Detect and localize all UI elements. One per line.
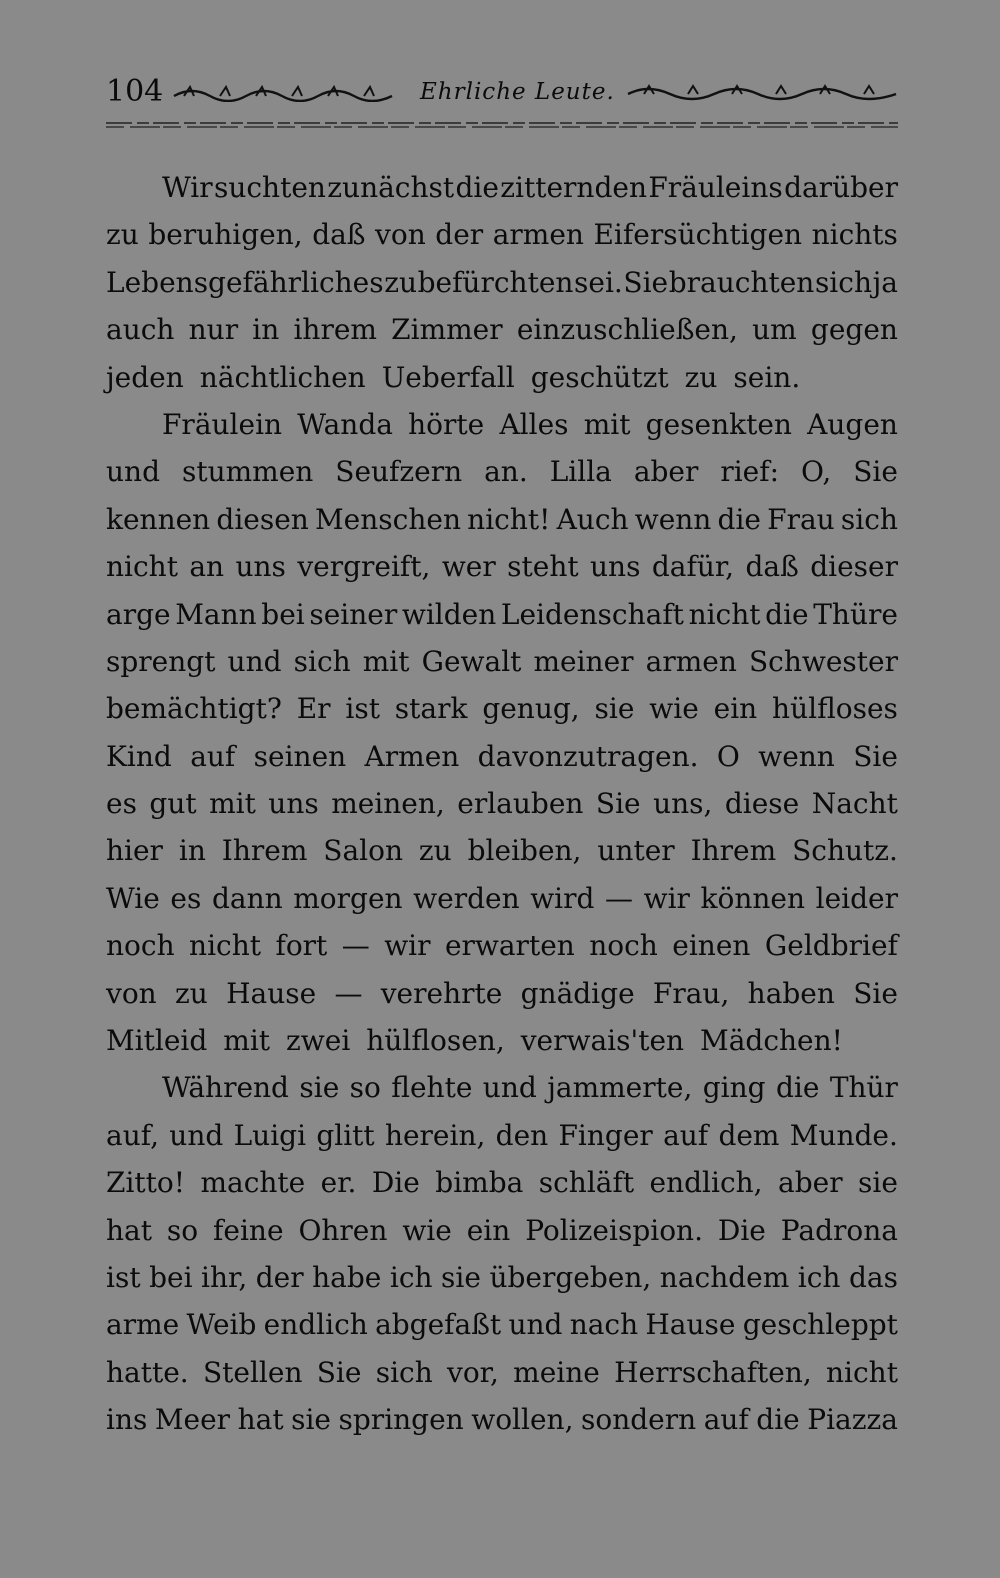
- word: so: [166, 1213, 199, 1247]
- word: Eifersüchtigen: [593, 218, 803, 252]
- word: Hause: [645, 1308, 736, 1342]
- word: bemächtigt?: [106, 692, 282, 726]
- word: Meer: [154, 1403, 231, 1437]
- word: sie: [858, 1166, 898, 1200]
- text-line: [106, 496, 898, 543]
- word: Menschen: [315, 502, 461, 536]
- word: —: [605, 881, 634, 915]
- word: an: [189, 550, 225, 584]
- word: ins: [106, 1403, 148, 1437]
- word: auch: [106, 313, 175, 347]
- word: ihrem: [293, 313, 377, 347]
- word: an.: [484, 455, 528, 489]
- word: nicht: [688, 597, 761, 631]
- word: zu: [684, 360, 718, 394]
- text-line: [106, 827, 898, 874]
- text-line: [106, 211, 898, 258]
- word: dann: [211, 881, 283, 915]
- word: ein: [466, 1213, 511, 1247]
- word: meinen,: [331, 787, 445, 821]
- word: er.: [320, 1166, 357, 1200]
- word: feine: [213, 1213, 284, 1247]
- word: uns: [590, 550, 641, 584]
- word: aber: [633, 455, 699, 489]
- word: zu: [175, 976, 208, 1010]
- word: auf,: [106, 1118, 159, 1152]
- text-line: [106, 1207, 898, 1254]
- word: vergreift,: [297, 550, 431, 584]
- word: uns: [268, 787, 319, 821]
- word: morgen: [293, 881, 403, 915]
- word: sie: [299, 1071, 340, 1105]
- word: hatte.: [106, 1355, 189, 1389]
- word: diesen: [216, 502, 309, 536]
- word: dieser: [810, 550, 898, 584]
- word: aber: [778, 1166, 843, 1200]
- word: haben: [747, 976, 835, 1010]
- word: zu: [418, 834, 452, 868]
- word: Stellen: [202, 1355, 303, 1389]
- text-line: [106, 1396, 898, 1443]
- word: Luigi: [233, 1118, 307, 1152]
- word: Lilla: [549, 455, 612, 489]
- word: sei.: [574, 265, 623, 299]
- word: die: [765, 597, 809, 631]
- word: sie: [441, 1260, 481, 1294]
- word: ist: [106, 1260, 141, 1294]
- word: Piazza: [807, 1403, 898, 1437]
- word: Kind: [106, 739, 172, 773]
- word: uns: [235, 550, 286, 584]
- word: sie: [594, 692, 635, 726]
- word: —: [341, 929, 370, 963]
- word: Schwester: [748, 644, 898, 678]
- word: Sie: [623, 265, 669, 299]
- text-line: [106, 1301, 898, 1348]
- word: die: [775, 1071, 820, 1105]
- word: sondern: [581, 1403, 697, 1437]
- word: zu: [384, 265, 417, 299]
- word: seiner: [309, 597, 398, 631]
- word: Mann: [175, 597, 257, 631]
- word: seinen: [253, 739, 347, 773]
- word: Zimmer: [391, 313, 503, 347]
- text-line: [106, 543, 898, 590]
- text-line: [106, 685, 898, 732]
- word: wollen,: [471, 1403, 574, 1437]
- text-line: [106, 922, 898, 969]
- word: daß: [312, 218, 366, 252]
- word: Armen: [364, 739, 460, 773]
- word: Leidenschaft: [500, 597, 684, 631]
- word: Augen: [807, 407, 898, 441]
- word: wird: [530, 881, 595, 915]
- word: zu: [106, 218, 139, 252]
- word: von: [106, 976, 157, 1010]
- word: Auch: [556, 502, 629, 536]
- word: Nacht: [811, 787, 898, 821]
- text-line: [106, 638, 898, 685]
- word: so: [349, 1071, 381, 1105]
- word: und: [227, 644, 282, 678]
- word: Alles: [499, 407, 569, 441]
- word: schläft: [538, 1166, 635, 1200]
- word: nach: [569, 1308, 639, 1342]
- word: nur: [188, 313, 239, 347]
- text-line: [106, 259, 898, 306]
- word: beruhigen,: [148, 218, 303, 252]
- word: einen: [672, 929, 751, 963]
- word: endlich,: [649, 1166, 763, 1200]
- word: Munde.: [789, 1118, 898, 1152]
- word: uns,: [653, 787, 713, 821]
- word: ich: [797, 1260, 841, 1294]
- word: flehte: [391, 1071, 473, 1105]
- word: daß: [745, 550, 799, 584]
- word: Ihrem: [690, 834, 777, 868]
- word: noch: [106, 929, 175, 963]
- word: wir: [643, 881, 690, 915]
- word: fort: [275, 929, 328, 963]
- word: befürchten: [417, 265, 574, 299]
- word: und: [169, 1118, 224, 1152]
- word: mit: [583, 407, 631, 441]
- word: hier: [106, 834, 163, 868]
- word: ein: [713, 692, 758, 726]
- word: gesenkten: [645, 407, 792, 441]
- word: zunächst: [327, 171, 455, 204]
- word: ja: [872, 265, 898, 299]
- word: nächtlichen: [199, 360, 366, 394]
- word: geschützt: [530, 360, 669, 394]
- word: werden: [413, 881, 520, 915]
- word: wilden: [401, 597, 497, 631]
- right-vine-ornament: [626, 82, 898, 102]
- word: Salon: [323, 834, 404, 868]
- word: nicht: [106, 550, 178, 584]
- word: Hause: [226, 976, 317, 1010]
- word: Polizeispion.: [525, 1213, 703, 1247]
- word: bleiben,: [467, 834, 582, 868]
- word: ist: [345, 692, 380, 726]
- word: steht: [507, 550, 579, 584]
- word: in: [178, 834, 206, 868]
- word: meiner: [533, 644, 634, 678]
- word: kennen: [106, 502, 211, 536]
- word: geschleppt: [742, 1308, 898, 1342]
- word: erlauben: [457, 787, 584, 821]
- word: Fräuleins: [648, 171, 783, 204]
- word: Seufzern: [335, 455, 463, 489]
- word: Herrschaften,: [614, 1355, 812, 1389]
- word: wenn: [634, 502, 712, 536]
- word: Frau,: [652, 976, 730, 1010]
- word: Finger: [558, 1118, 653, 1152]
- word: mit: [362, 644, 410, 678]
- word: Schutz.: [792, 834, 898, 868]
- word: Sie: [853, 739, 898, 773]
- word: genug,: [482, 692, 580, 726]
- word: glitt: [316, 1118, 375, 1152]
- word: Wie: [106, 881, 160, 915]
- word: gnädige: [520, 976, 635, 1010]
- word: arme: [106, 1308, 180, 1342]
- word: bei: [149, 1260, 193, 1294]
- word: Ohren: [298, 1213, 388, 1247]
- word: sie: [291, 1403, 331, 1437]
- word: habe: [312, 1260, 382, 1294]
- word: O: [716, 739, 740, 773]
- word: unter: [597, 834, 675, 868]
- word: nichts: [811, 218, 898, 252]
- word: es: [106, 787, 137, 821]
- word: ging: [702, 1071, 766, 1105]
- word: zitternden: [500, 171, 647, 204]
- text-line: [106, 1349, 898, 1396]
- word: Thür: [829, 1071, 898, 1105]
- word: der: [255, 1260, 304, 1294]
- word: Sie: [853, 976, 898, 1010]
- word: Die: [371, 1166, 420, 1200]
- word: von: [375, 218, 426, 252]
- word: und: [508, 1308, 563, 1342]
- word: bei: [261, 597, 305, 631]
- word: Gewalt: [421, 644, 522, 678]
- word: ihr,: [201, 1260, 248, 1294]
- word: Geldbrief: [764, 929, 898, 963]
- word: können: [700, 881, 806, 915]
- word: Padrona: [780, 1213, 898, 1247]
- text-line: [106, 306, 898, 353]
- word: Fräulein: [162, 407, 283, 441]
- word: gut: [149, 787, 197, 821]
- word: stark: [394, 692, 468, 726]
- word: suchten: [213, 171, 326, 204]
- word: armen: [645, 644, 737, 678]
- word: Sie: [595, 787, 641, 821]
- word: stummen: [181, 455, 314, 489]
- word: und: [482, 1071, 537, 1105]
- body-text: [106, 164, 898, 1444]
- word: —: [334, 976, 363, 1010]
- word: die: [455, 171, 499, 204]
- text-line: [106, 1017, 898, 1064]
- running-title: Ehrliche Leute.: [420, 79, 615, 105]
- word: auf: [663, 1118, 709, 1152]
- word: Wir: [162, 171, 213, 204]
- word: Die: [717, 1213, 766, 1247]
- word: Frau: [767, 502, 835, 536]
- text-line: [106, 1064, 898, 1111]
- word: Zitto!: [106, 1166, 186, 1200]
- text-line: [106, 1112, 898, 1159]
- word: nicht: [825, 1355, 898, 1389]
- word: sich: [814, 265, 872, 299]
- text-line: [106, 875, 898, 922]
- text-line: [106, 970, 898, 1017]
- word: Ueberfall: [381, 360, 515, 394]
- word: übergeben,: [489, 1260, 652, 1294]
- text-line: [106, 733, 898, 780]
- word: vor,: [447, 1355, 499, 1389]
- word: der: [435, 218, 484, 252]
- word: armen: [492, 218, 584, 252]
- word: jammerte,: [547, 1071, 693, 1105]
- word: Mitleid: [106, 1024, 208, 1058]
- word: rief:: [720, 455, 780, 489]
- word: zwei: [286, 1024, 351, 1058]
- word: wie: [402, 1213, 452, 1247]
- word: nachdem: [659, 1260, 790, 1294]
- word: jeden: [106, 360, 184, 394]
- word: brauchten: [668, 265, 815, 299]
- word: und: [106, 455, 160, 489]
- word: sein.: [733, 360, 801, 394]
- word: hat: [106, 1213, 152, 1247]
- word: hülflosen,: [366, 1024, 505, 1058]
- word: herein,: [384, 1118, 486, 1152]
- page-number: 104: [106, 74, 164, 109]
- word: auf: [703, 1403, 749, 1437]
- word: diese: [724, 787, 800, 821]
- word: nicht: [189, 929, 262, 963]
- text-line: [106, 591, 898, 638]
- text-line: [106, 1159, 898, 1206]
- word: dem: [718, 1118, 780, 1152]
- word: Mädchen!: [700, 1024, 843, 1058]
- text-line: [106, 780, 898, 827]
- word: einzuschließen,: [516, 313, 738, 347]
- word: mit: [209, 787, 256, 821]
- word: leider: [815, 881, 898, 915]
- word: Sie: [853, 455, 898, 489]
- word: verehrte: [380, 976, 503, 1010]
- word: die: [717, 502, 761, 536]
- word: hat: [237, 1403, 284, 1437]
- word: wenn: [758, 739, 835, 773]
- word: verwais'ten: [520, 1024, 685, 1058]
- word: Er: [296, 692, 331, 726]
- word: endlich: [263, 1308, 368, 1342]
- text-line: [106, 354, 898, 401]
- word: Weib: [186, 1308, 257, 1342]
- word: noch: [589, 929, 658, 963]
- word: machte: [200, 1166, 306, 1200]
- page-header: [106, 72, 898, 112]
- word: die: [756, 1403, 800, 1437]
- word: meine: [513, 1355, 600, 1389]
- word: wir: [384, 929, 431, 963]
- word: Sie: [316, 1355, 362, 1389]
- word: O,: [801, 455, 832, 489]
- text-line: [106, 164, 898, 211]
- word: das: [848, 1260, 898, 1294]
- word: sich: [840, 502, 898, 536]
- word: Lebensgefährliches: [106, 265, 384, 299]
- word: Wanda: [297, 407, 393, 441]
- word: erwarten: [444, 929, 575, 963]
- word: abgefaßt: [375, 1308, 502, 1342]
- word: gegen: [810, 313, 898, 347]
- word: darüber: [784, 171, 898, 204]
- word: den: [495, 1118, 549, 1152]
- word: bimba: [435, 1166, 524, 1200]
- text-line: [106, 448, 898, 495]
- word: es: [170, 881, 202, 915]
- word: ich: [389, 1260, 433, 1294]
- word: Ihrem: [221, 834, 308, 868]
- word: wer: [441, 550, 496, 584]
- word: sich: [375, 1355, 433, 1389]
- word: dafür,: [651, 550, 735, 584]
- word: nicht!: [467, 502, 551, 536]
- word: in: [252, 313, 280, 347]
- word: sprengt: [106, 644, 216, 678]
- word: hörte: [408, 407, 485, 441]
- word: mit: [223, 1024, 271, 1058]
- word: springen: [338, 1403, 464, 1437]
- text-line: [106, 401, 898, 448]
- word: Thüre: [813, 597, 898, 631]
- word: hülfloses: [772, 692, 898, 726]
- word: arge: [106, 597, 171, 631]
- word: wie: [649, 692, 699, 726]
- word: sich: [293, 644, 351, 678]
- word: davonzutragen.: [477, 739, 699, 773]
- word: Während: [162, 1071, 289, 1105]
- text-line: [106, 1254, 898, 1301]
- word: um: [752, 313, 797, 347]
- header-rule: [106, 121, 898, 129]
- left-vine-ornament: [172, 82, 394, 102]
- word: auf: [190, 739, 236, 773]
